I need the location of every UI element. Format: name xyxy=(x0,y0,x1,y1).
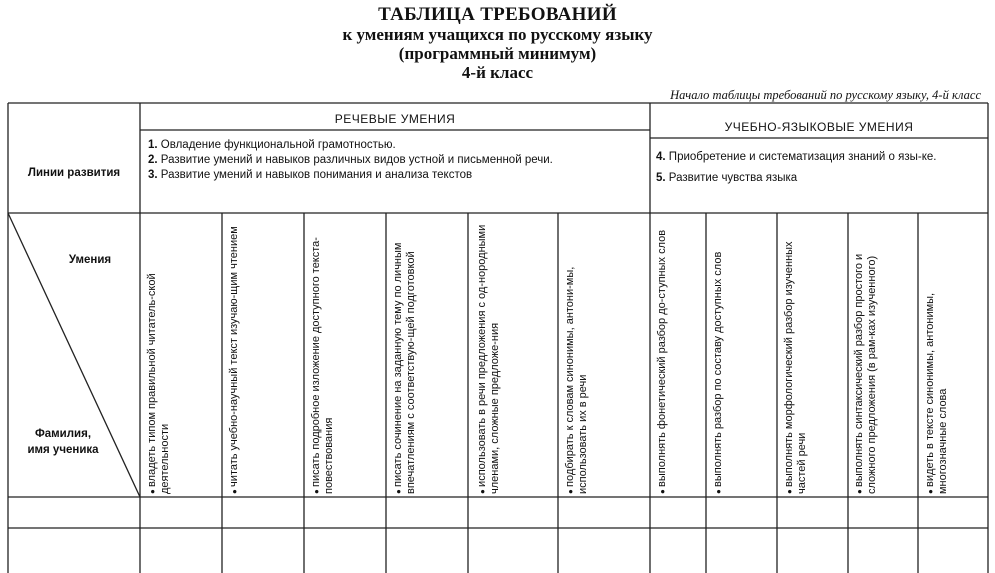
skill-column-8: ● выполнять разбор по составу доступных слов xyxy=(712,218,725,494)
skill-column-6: ● подбирать к словам синонимы, антони-мы, использовать их в речи xyxy=(564,218,590,494)
table-caption: Начало таблицы требований по русскому языку, 4-й класс xyxy=(670,88,981,102)
language-line-5: 5. Развитие чувства языка xyxy=(656,172,798,184)
skill-column-1: ● владеть типом правильной читатель-ской деятельности xyxy=(146,218,172,494)
speech-skills-header: РЕЧЕВЫЕ УМЕНИЯ xyxy=(334,112,456,126)
speech-line-3: 3. Развитие умений и навыков понимания и анализа текстов xyxy=(148,169,473,181)
skill-column-11: ● видеть в тексте синонимы, антонимы, многозначные слова xyxy=(924,218,950,494)
document-title: ТАБЛИЦА ТРЕБОВАНИЙ xyxy=(378,4,617,25)
document-subtitle: к умениям учащихся по русскому языку xyxy=(342,25,653,44)
skills-label: Умения xyxy=(68,254,112,266)
skill-column-2: ● читать учебно-научный текст изучаю-щим чтением xyxy=(228,218,241,494)
language-line-4: 4. Приобретение и систематизация знаний о язы-ке. xyxy=(656,151,937,163)
skill-column-3: ● писать подробное изложение доступного текста-повествования xyxy=(310,218,336,494)
skill-column-5: ● использовать в речи предложения с од-нородными членами, сложные предложе-ния xyxy=(476,218,502,494)
language-skills-header: УЧЕБНО-ЯЗЫКОВЫЕ УМЕНИЯ xyxy=(724,120,914,134)
speech-line-2: 2. Развитие умений и навыков различных видов устной и письменной речи. xyxy=(148,154,553,166)
language-lines-list xyxy=(656,150,982,186)
skill-column-9: ● выполнять морфологический разбор изученных частей речи xyxy=(783,218,809,494)
skill-column-10: ● выполнять синтаксический разбор простого и сложного предложения (в рам-ках изученного) xyxy=(853,218,879,494)
speech-line-1: 1. Овладение функциональной грамотностью. xyxy=(148,139,396,151)
lines-of-development-label: Линии развития xyxy=(27,167,121,179)
skill-column-7: ● выполнять фонетический разбор до-ступных слов xyxy=(656,218,669,494)
speech-lines-list xyxy=(148,138,648,183)
document-subtitle-2: (программный минимум) xyxy=(398,44,597,63)
grade-label: 4-й класс xyxy=(461,63,534,82)
skill-column-4: ● писать сочинение на заданную тему по личным впечатлениям с соответствую-щей подготовкой xyxy=(392,218,418,494)
student-name-label: Фамилия, имя ученика xyxy=(27,428,99,456)
